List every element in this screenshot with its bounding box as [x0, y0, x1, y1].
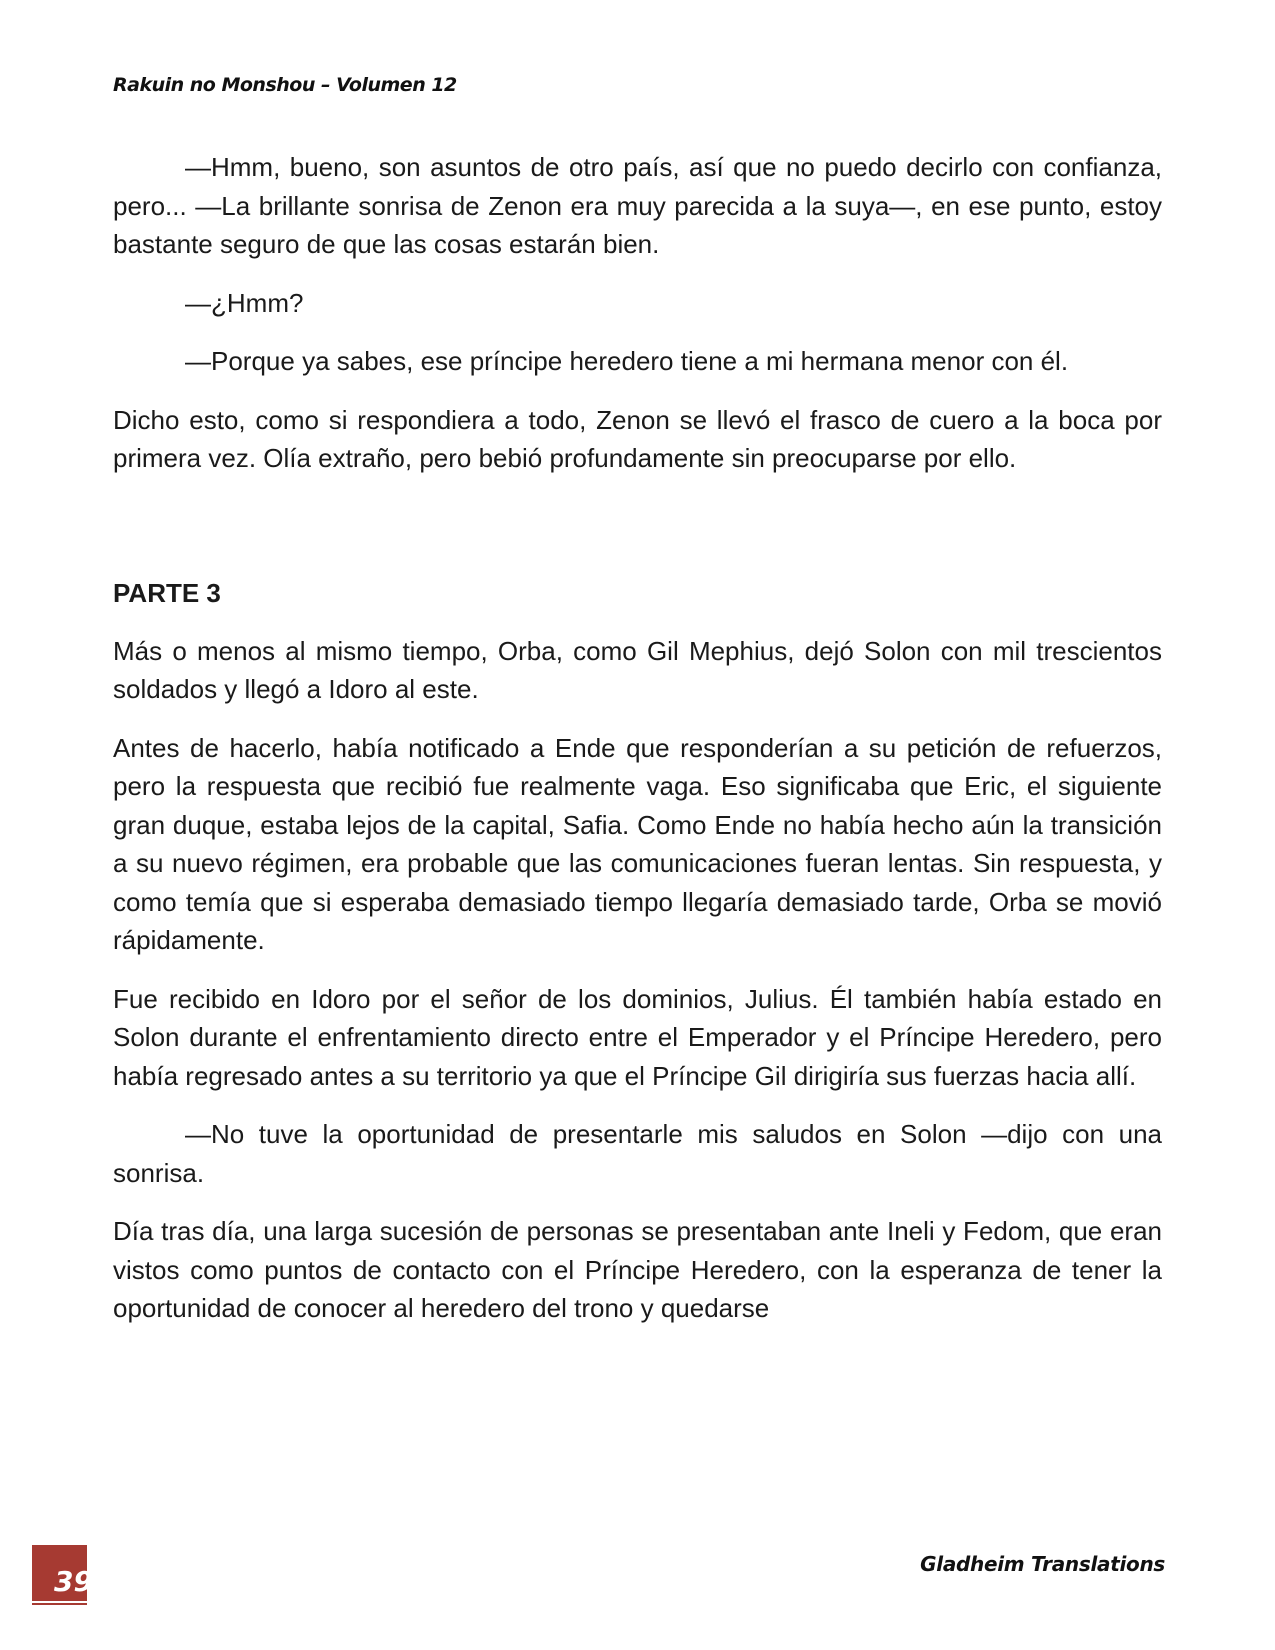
section-heading: PARTE 3	[113, 577, 221, 608]
running-header: Rakuin no Monshou – Volumen 12	[113, 74, 457, 96]
paragraph: Más o menos al mismo tiempo, Orba, como Gil Mephius, dejó Solon con mil trescientos soldados y llegó a Idoro al este.	[113, 635, 1162, 704]
page-number: 39	[54, 1565, 93, 1598]
paragraph: Dicho esto, como si respondiera a todo, Zenon se llevó el frasco de cuero a la boca por primera vez. Olía extraño, pero bebió profundamente sin preocuparse por ello.	[113, 404, 1162, 473]
page-body	[113, 148, 1162, 1348]
page-number-underline	[32, 1601, 87, 1603]
paragraph: —Porque ya sabes, ese príncipe heredero tiene a mi hermana menor con él.	[185, 346, 1069, 376]
paragraph: Fue recibido en Idoro por el señor de los dominios, Julius. Él también había estado en Solon durante el enfrentamiento directo entre el Emperador y el Príncipe Heredero, pero había regresado antes a su territorio ya que el Príncipe Gil dirigiría sus fuerzas hacia allí.	[113, 983, 1162, 1091]
paragraph: —¿Hmm?	[185, 287, 304, 318]
paragraph: Antes de hacerlo, había notificado a Ende que responderían a su petición de refuerzos, pero la respuesta que recibió fue realmente vaga. Eso significaba que Eric, el siguiente gran duque, estaba lejos de la capital, Safia. Como Ende no había hecho aún la transición a su nuevo régimen, era probable que las comunicaciones fueran lentas. Sin respuesta, y como temía que si esperaba demasiado tiempo llegaría demasiado tarde, Orba se movió rápidamente.	[113, 732, 1162, 955]
paragraph: Día tras día, una larga sucesión de personas se presentaban ante Ineli y Fedom, que eran vistos como puntos de contacto con el Príncipe Heredero, con la esperanza de tener la oportunidad de conocer al heredero del trono y quedarse	[113, 1216, 1162, 1323]
paragraph: —Hmm, bueno, son asuntos de otro país, así que no puedo decirlo con confianza, pero... —La brillante sonrisa de Zenon era muy parecida a la suya—, en ese punto, estoy bastante seguro de que las cosas estarán bien.	[113, 152, 1162, 259]
paragraph: —No tuve la oportunidad de presentarle mis saludos en Solon —dijo con una sonrisa.	[113, 1119, 1162, 1188]
footer-credit: Gladheim Translations	[920, 1552, 1165, 1576]
page-number-badge	[32, 1545, 93, 1605]
